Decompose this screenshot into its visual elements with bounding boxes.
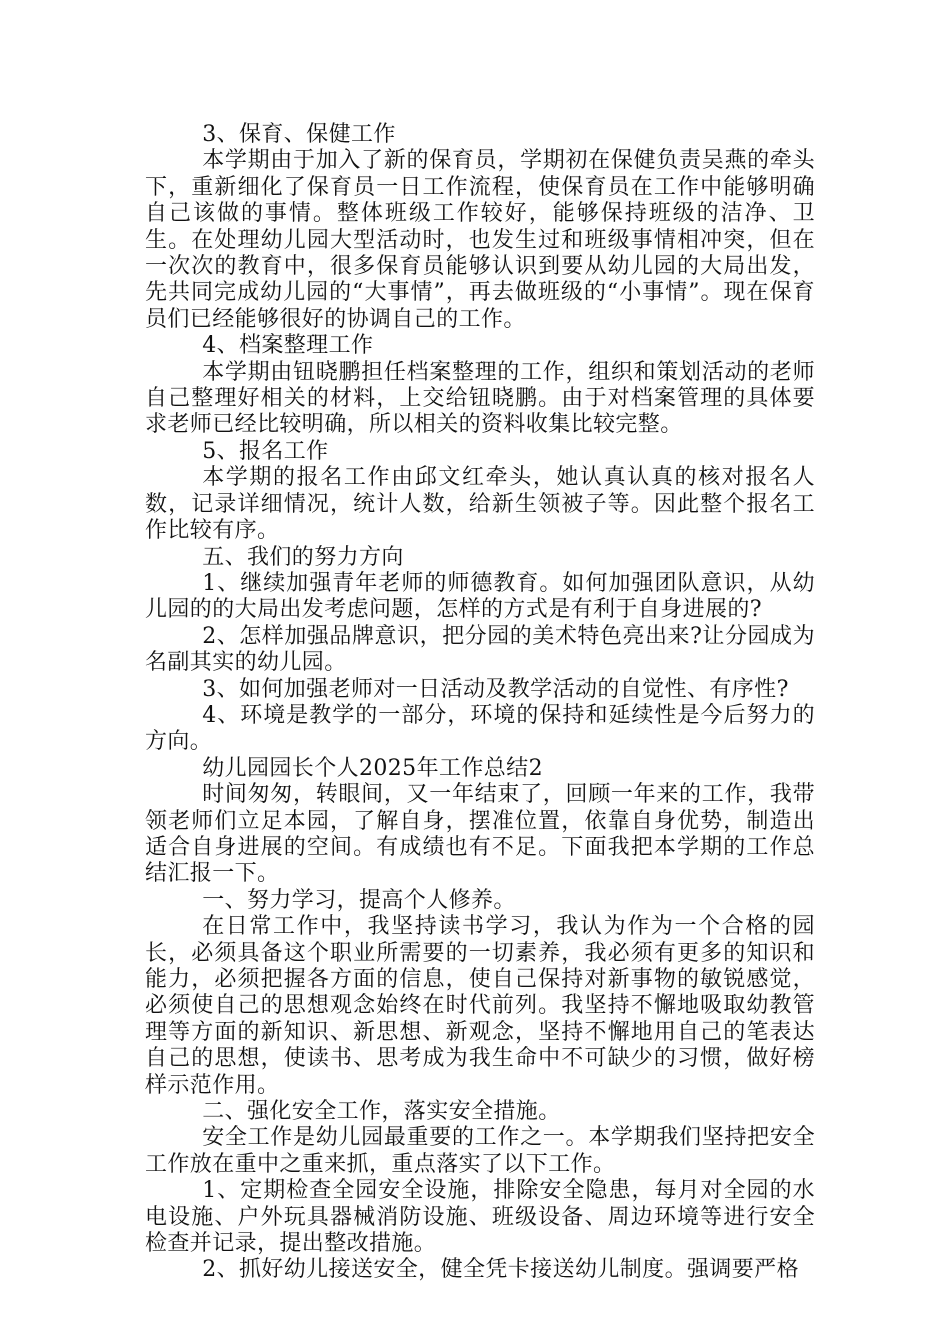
paragraph-direction-4: 4、环境是教学的一部分，环境的保持和延续性是今后努力的方向。 [145, 702, 815, 755]
paragraph-enrollment: 本学期的报名工作由邱文红牵头，她认真认真的核对报名人数，记录详细情况，统计人数，给新生领被子等。因此整个报名工作比较有序。 [145, 465, 815, 544]
section-heading-safety: 二、强化安全工作，落实安全措施。 [202, 1099, 561, 1125]
section-heading-archives: 4、档案整理工作 [202, 333, 374, 359]
paragraph-safety: 安全工作是幼儿园最重要的工作之一。本学期我们坚持把安全工作放在重中之重来抓，重点落实了以下工作。 [145, 1125, 815, 1177]
paragraph-direction-3: 3、如何加强老师对一日活动及教学活动的自觉性、有序性? [202, 676, 789, 702]
document-body [145, 122, 815, 1284]
section-heading-study: 一、努力学习，提高个人修养。 [202, 887, 516, 913]
section-heading-childcare: 3、保育、保健工作 [202, 122, 396, 147]
section-heading-enrollment: 5、报名工作 [202, 438, 329, 464]
document-subtitle: 幼儿园园长个人2025年工作总结2 [202, 755, 543, 781]
paragraph-direction-1: 1、继续加强青年老师的师德教育。如何加强团队意识，从幼儿园的的大局出发考虑问题，怎样的方式是有利于自身进展的? [145, 570, 815, 623]
paragraph-archives: 本学期由钮晓鹏担任档案整理的工作，组织和策划活动的老师自己整理好相关的材料，上交给钮晓鹏。由于对档案管理的具体要求老师已经比较明确，所以相关的资料收集比较完整。 [145, 359, 815, 438]
section-heading-direction: 五、我们的努力方向 [202, 544, 404, 570]
paragraph-intro: 时间匆匆，转眼间，又一年结束了，回顾一年来的工作，我带领老师们立足本园，了解自身，摆准位置，依靠自身优势，制造出适合自身进展的空间。有成绩也有不足。下面我把本学期的工作总结汇报一下。 [145, 782, 815, 887]
paragraph-childcare: 本学期由于加入了新的保育员，学期初在保健负责吴燕的牵头下，重新细化了保育员一日工作流程，使保育员在工作中能够明确自己该做的事情。整体班级工作较好，能够保持班级的洁净、卫生。在处理幼儿园大型活动时，也发生过和班级事情相冲突，但在一次次的教育中，很多保育员能够认识到要从幼儿园的大局出发，先共同完成幼儿园的“大事情”，再去做班级的“小事情”。现在保育员们已经能够很好的协调自己的工作。 [145, 148, 815, 332]
paragraph-safety-1: 1、定期检查全园安全设施，排除安全隐患，每月对全园的水电设施、户外玩具器械消防设施、班级设备、周边环境等进行安全检查并记录，提出整改措施。 [145, 1178, 815, 1257]
paragraph-study: 在日常工作中，我坚持读书学习，我认为作为一个合格的园长，必须具备这个职业所需要的一切素养，我必须有更多的知识和能力，必须把握各方面的信息，使自己保持对新事物的敏锐感觉，必须使自己的思想观念始终在时代前列。我坚持不懈地吸取幼教管理等方面的新知识、新思想、新观念，坚持不懈地用自己的笔表达自己的思想，使读书、思考成为我生命中不可缺少的习惯，做好榜样示范作用。 [145, 914, 815, 1098]
paragraph-direction-2: 2、怎样加强品牌意识，把分园的美术特色亮出来?让分园成为名副其实的幼儿园。 [145, 623, 815, 676]
paragraph-safety-2: 2、抓好幼儿接送安全，健全凭卡接送幼儿制度。强调要严格 [202, 1257, 799, 1283]
